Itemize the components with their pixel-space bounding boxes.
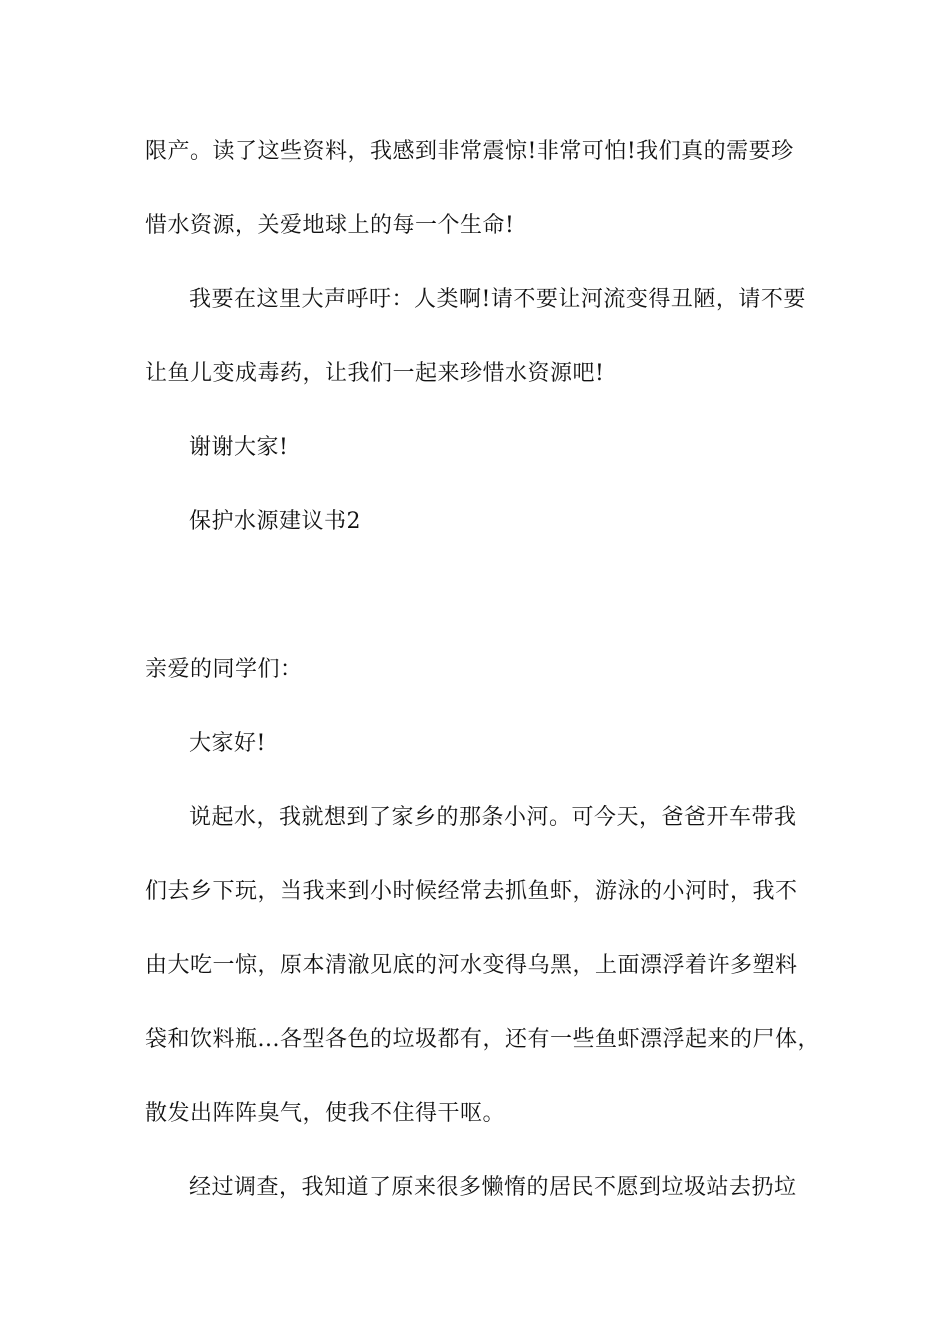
paragraph-line: 们去乡下玩，当我来到小时候经常去抓鱼虾，游泳的小河时，我不 [145, 879, 798, 904]
salutation: 亲爱的同学们： [145, 657, 303, 682]
paragraph-line: 惜水资源，关爱地球上的每一个生命! [145, 213, 515, 238]
paragraph-line: 经过调查，我知道了原来很多懒惰的居民不愿到垃圾站去扔垃 [189, 1175, 797, 1200]
paragraph-line: 我要在这里大声呼吁：人类啊!请不要让河流变得丑陋，请不要 [189, 287, 806, 312]
section-title: 保护水源建议书2 [189, 509, 361, 534]
paragraph-line: 由大吃一惊，原本清澈见底的河水变得乌黑，上面漂浮着许多塑料 [145, 953, 798, 978]
paragraph-line: 让鱼儿变成毒药，让我们一起来珍惜水资源吧! [145, 361, 605, 386]
greeting: 大家好! [189, 731, 266, 756]
paragraph-line: 袋和饮料瓶...各型各色的垃圾都有，还有一些鱼虾漂浮起来的尸体， [145, 1027, 820, 1052]
paragraph-line: 限产。读了这些资料，我感到非常震惊!非常可怕!我们真的需要珍 [145, 139, 794, 164]
paragraph-line: 说起水，我就想到了家乡的那条小河。可今天，爸爸开车带我 [189, 805, 797, 830]
closing-line: 谢谢大家! [189, 435, 289, 460]
paragraph-line: 散发出阵阵臭气，使我不住得干呕。 [145, 1101, 506, 1126]
